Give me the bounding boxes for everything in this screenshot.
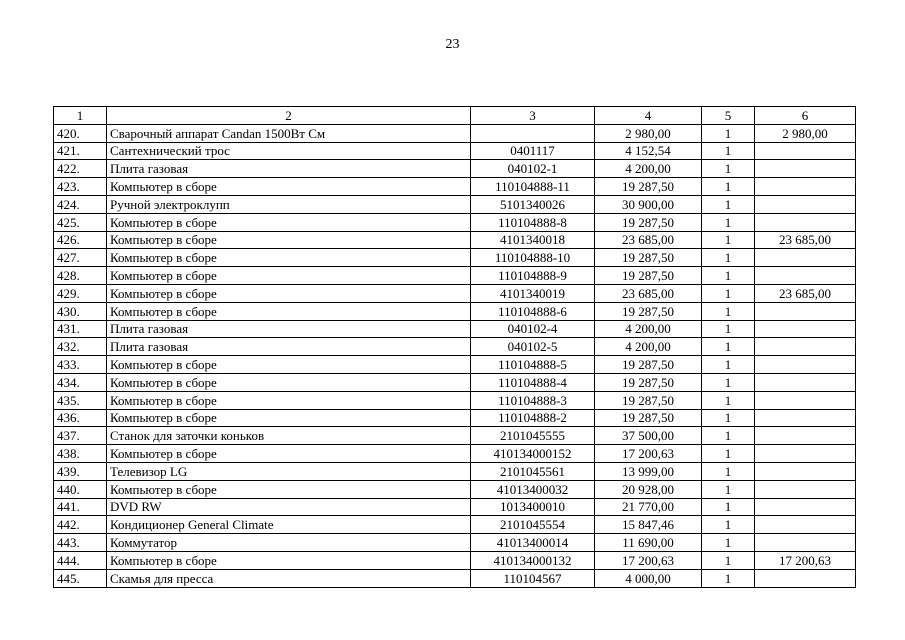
item-total [755,160,856,178]
item-price: 17 200,63 [595,445,702,463]
item-quantity: 1 [702,267,755,285]
item-quantity: 1 [702,391,755,409]
row-number: 427. [54,249,107,267]
item-name: Компьютер в сборе [107,391,471,409]
item-quantity: 1 [702,302,755,320]
item-name: Телевизор LG [107,462,471,480]
item-name: Компьютер в сборе [107,551,471,569]
table-row [54,516,856,534]
item-total: 23 685,00 [755,284,856,302]
item-quantity: 1 [702,480,755,498]
item-name: Сварочный аппарат Candan 1500Вт См [107,124,471,142]
item-price: 19 287,50 [595,373,702,391]
inventory-code: 41013400014 [471,534,595,552]
item-price: 4 200,00 [595,338,702,356]
row-number: 437. [54,427,107,445]
item-name: Компьютер в сборе [107,249,471,267]
inventory-code [471,124,595,142]
item-name: Коммутатор [107,534,471,552]
item-total [755,178,856,196]
item-quantity: 1 [702,160,755,178]
row-number: 435. [54,391,107,409]
row-number: 424. [54,195,107,213]
item-name: Компьютер в сборе [107,284,471,302]
table-row [54,302,856,320]
item-price: 30 900,00 [595,195,702,213]
item-name: Компьютер в сборе [107,445,471,463]
table-row [54,142,856,160]
row-number: 438. [54,445,107,463]
item-price: 19 287,50 [595,302,702,320]
item-price: 4 152,54 [595,142,702,160]
item-total [755,480,856,498]
table-row [54,356,856,374]
item-name: DVD RW [107,498,471,516]
item-total [755,569,856,587]
inventory-code: 2101045554 [471,516,595,534]
item-total [755,267,856,285]
item-quantity: 1 [702,356,755,374]
item-name: Компьютер в сборе [107,409,471,427]
item-name: Компьютер в сборе [107,213,471,231]
item-quantity: 1 [702,124,755,142]
item-price: 4 200,00 [595,160,702,178]
table-row [54,195,856,213]
table-row [54,320,856,338]
row-number: 421. [54,142,107,160]
inventory-code: 110104888-10 [471,249,595,267]
table-row [54,445,856,463]
row-number: 432. [54,338,107,356]
item-quantity: 1 [702,142,755,160]
inventory-code: 110104888-8 [471,213,595,231]
item-total [755,534,856,552]
item-name: Скамья для пресса [107,569,471,587]
item-price: 37 500,00 [595,427,702,445]
item-price: 19 287,50 [595,178,702,196]
item-total [755,213,856,231]
item-quantity: 1 [702,195,755,213]
item-quantity: 1 [702,427,755,445]
table-row [54,569,856,587]
item-quantity: 1 [702,178,755,196]
table-row [54,480,856,498]
item-quantity: 1 [702,551,755,569]
inventory-code: 410134000132 [471,551,595,569]
inventory-code: 4101340018 [471,231,595,249]
item-name: Компьютер в сборе [107,356,471,374]
table-row [54,178,856,196]
inventory-table [53,106,856,588]
row-number: 443. [54,534,107,552]
item-price: 19 287,50 [595,213,702,231]
item-total [755,356,856,374]
item-price: 2 980,00 [595,124,702,142]
item-name: Компьютер в сборе [107,267,471,285]
row-number: 422. [54,160,107,178]
item-name: Сантехнический трос [107,142,471,160]
inventory-code: 0401117 [471,142,595,160]
inventory-code: 110104888-3 [471,391,595,409]
item-price: 23 685,00 [595,231,702,249]
item-name: Станок для заточки коньков [107,427,471,445]
inventory-code: 110104888-5 [471,356,595,374]
item-price: 19 287,50 [595,391,702,409]
table-row [54,409,856,427]
item-total [755,320,856,338]
row-number: 420. [54,124,107,142]
table-row [54,231,856,249]
item-name: Плита газовая [107,160,471,178]
item-quantity: 1 [702,462,755,480]
table-row [54,551,856,569]
row-number: 423. [54,178,107,196]
item-price: 19 287,50 [595,249,702,267]
inventory-code: 110104888-4 [471,373,595,391]
item-total [755,195,856,213]
inventory-code: 110104888-9 [471,267,595,285]
item-name: Плита газовая [107,320,471,338]
table-row [54,160,856,178]
item-quantity: 1 [702,338,755,356]
inventory-code: 410134000152 [471,445,595,463]
item-total [755,142,856,160]
inventory-code: 040102-4 [471,320,595,338]
inventory-code: 040102-5 [471,338,595,356]
table-row [54,534,856,552]
column-header: 5 [702,107,755,125]
item-total: 17 200,63 [755,551,856,569]
row-number: 429. [54,284,107,302]
item-name: Компьютер в сборе [107,231,471,249]
table-row [54,124,856,142]
item-price: 19 287,50 [595,267,702,285]
inventory-code: 2101045561 [471,462,595,480]
row-number: 426. [54,231,107,249]
item-price: 4 200,00 [595,320,702,338]
item-price: 20 928,00 [595,480,702,498]
inventory-code: 040102-1 [471,160,595,178]
item-quantity: 1 [702,445,755,463]
item-name: Компьютер в сборе [107,302,471,320]
row-number: 428. [54,267,107,285]
row-number: 439. [54,462,107,480]
item-total: 23 685,00 [755,231,856,249]
item-quantity: 1 [702,569,755,587]
table-row [54,498,856,516]
table-row [54,373,856,391]
item-quantity: 1 [702,534,755,552]
item-name: Компьютер в сборе [107,178,471,196]
column-header: 6 [755,107,856,125]
item-total [755,249,856,267]
inventory-code: 110104888-6 [471,302,595,320]
header-row [54,107,856,125]
item-total [755,391,856,409]
item-quantity: 1 [702,249,755,267]
item-name: Ручной электроклупп [107,195,471,213]
item-price: 13 999,00 [595,462,702,480]
inventory-code: 110104888-2 [471,409,595,427]
table-row [54,267,856,285]
inventory-code: 2101045555 [471,427,595,445]
item-price: 21 770,00 [595,498,702,516]
item-total [755,373,856,391]
row-number: 434. [54,373,107,391]
table-row [54,427,856,445]
item-name: Плита газовая [107,338,471,356]
row-number: 433. [54,356,107,374]
row-number: 431. [54,320,107,338]
column-header: 1 [54,107,107,125]
item-price: 15 847,46 [595,516,702,534]
item-total [755,462,856,480]
inventory-code: 1013400010 [471,498,595,516]
table-row [54,338,856,356]
item-total [755,338,856,356]
column-header: 3 [471,107,595,125]
item-quantity: 1 [702,373,755,391]
item-price: 19 287,50 [595,409,702,427]
table-row [54,284,856,302]
item-quantity: 1 [702,284,755,302]
page-number: 23 [445,37,460,52]
row-number: 430. [54,302,107,320]
item-quantity: 1 [702,231,755,249]
item-total: 2 980,00 [755,124,856,142]
inventory-code: 110104567 [471,569,595,587]
table-row [54,213,856,231]
item-price: 11 690,00 [595,534,702,552]
inventory-code: 5101340026 [471,195,595,213]
item-quantity: 1 [702,516,755,534]
row-number: 441. [54,498,107,516]
item-quantity: 1 [702,498,755,516]
item-quantity: 1 [702,409,755,427]
row-number: 440. [54,480,107,498]
table-row [54,462,856,480]
item-total [755,516,856,534]
item-price: 4 000,00 [595,569,702,587]
item-total [755,409,856,427]
row-number: 425. [54,213,107,231]
table-row [54,249,856,267]
column-header: 4 [595,107,702,125]
item-price: 23 685,00 [595,284,702,302]
row-number: 442. [54,516,107,534]
item-total [755,427,856,445]
column-header: 2 [107,107,471,125]
item-quantity: 1 [702,213,755,231]
item-price: 17 200,63 [595,551,702,569]
item-total [755,498,856,516]
row-number: 436. [54,409,107,427]
table-row [54,391,856,409]
item-name: Кондиционер General Climate [107,516,471,534]
inventory-code: 4101340019 [471,284,595,302]
row-number: 445. [54,569,107,587]
item-price: 19 287,50 [595,356,702,374]
item-quantity: 1 [702,320,755,338]
inventory-code: 110104888-11 [471,178,595,196]
item-name: Компьютер в сборе [107,480,471,498]
item-name: Компьютер в сборе [107,373,471,391]
item-total [755,445,856,463]
item-total [755,302,856,320]
inventory-code: 41013400032 [471,480,595,498]
row-number: 444. [54,551,107,569]
